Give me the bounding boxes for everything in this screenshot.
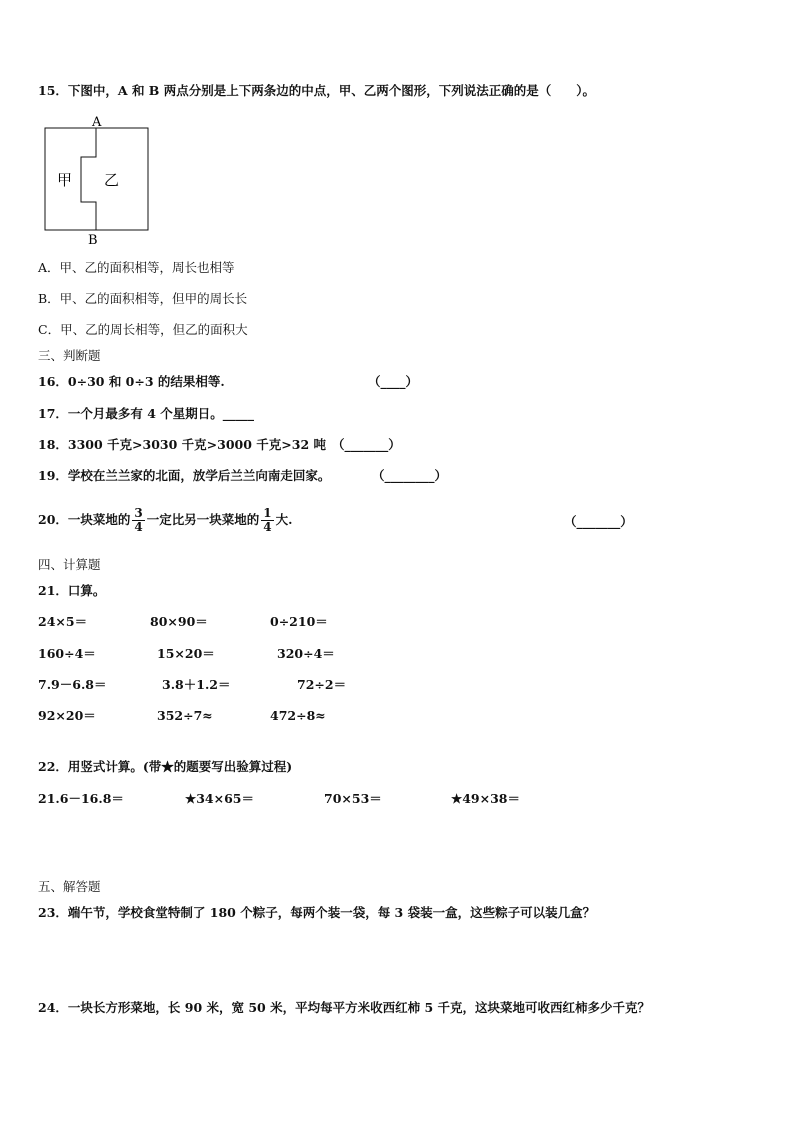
oral-calc-r1c2: 80×90＝ <box>150 614 208 629</box>
section-5-heading: 五、解答题 <box>38 879 101 894</box>
q20-prefix: 20．一块菜地的 <box>38 512 131 527</box>
vertical-calc-4: ★49×38＝ <box>451 791 520 806</box>
question-19-text: 19．学校在兰兰家的北面，放学后兰兰向南走回家。 <box>38 468 331 483</box>
q20-middle: 一定比另一块菜地的 <box>146 512 260 527</box>
oral-calc-r3c3: 72÷2＝ <box>297 677 347 692</box>
oral-calc-r3c2: 3.8＋1.2＝ <box>162 677 231 692</box>
question-22-title: 22．用竖式计算。(带★的题要写出验算过程) <box>38 759 293 774</box>
q15-option-b: B．甲、乙的面积相等，但甲的周长长 <box>38 291 248 306</box>
q15-figure <box>40 112 160 248</box>
q15-option-c: C．甲、乙的周长相等，但乙的面积大 <box>38 322 248 337</box>
question-20-text <box>38 504 293 536</box>
oral-calc-r2c2: 15×20＝ <box>157 646 215 661</box>
question-18-text: 18．3300 千克>3030 千克>3000 千克>32 吨 <box>38 437 326 452</box>
oral-calc-r2c3: 320÷4＝ <box>277 646 335 661</box>
fraction-three-quarters <box>132 507 144 534</box>
fraction-1-denominator: 4 <box>134 520 143 534</box>
figure-label-jia: 甲 <box>57 171 73 189</box>
oral-calc-r1c1: 24×5＝ <box>38 614 88 629</box>
figure-label-b: B <box>88 233 98 248</box>
q20-suffix: 大. <box>275 512 293 527</box>
section-3-heading: 三、判断题 <box>38 348 101 363</box>
question-21-title: 21．口算。 <box>38 583 106 598</box>
q15-option-a: A．甲、乙的面积相等，周长也相等 <box>38 260 235 275</box>
question-16-text: 16．0÷30 和 0÷3 的结果相等. <box>38 374 225 389</box>
oral-calc-r3c1: 7.9－6.8＝ <box>38 677 107 692</box>
question-18-answer-blank[interactable]: （_______） <box>332 437 401 452</box>
oral-calc-r1c3: 0÷210＝ <box>270 614 328 629</box>
vertical-calc-1: 21.6－16.8＝ <box>38 791 124 806</box>
oral-calc-r4c3: 472÷8≈ <box>270 708 326 723</box>
fraction-1-numerator: 3 <box>134 506 143 520</box>
question-15-text: 15．下图中，A 和 B 两点分别是上下两条边的中点，甲、乙两个图形，下列说法正确的是（ ）。 <box>38 83 595 98</box>
fraction-2-denominator: 4 <box>263 520 272 534</box>
vertical-calc-3: 70×53＝ <box>324 791 382 806</box>
question-23-text: 23．端午节，学校食堂特制了 180 个粽子，每两个装一袋，每 3 袋装一盒，这些粽子可以装几盒？ <box>38 905 596 920</box>
question-16-answer-blank[interactable]: （____） <box>368 374 419 389</box>
vertical-calc-2: ★34×65＝ <box>185 791 254 806</box>
fraction-one-quarter <box>261 507 273 534</box>
oral-calc-r4c2: 352÷7≈ <box>157 708 213 723</box>
figure-dividing-line <box>81 128 96 230</box>
figure-label-yi: 乙 <box>104 171 120 189</box>
fraction-2-numerator: 1 <box>263 506 272 520</box>
question-24-text: 24．一块长方形菜地，长 90 米，宽 50 米，平均每平方米收西红柿 5 千克，这块菜地可收西红柿多少千克？ <box>38 1000 650 1015</box>
oral-calc-r4c1: 92×20＝ <box>38 708 96 723</box>
question-17-text: 17．一个月最多有 4 个星期日。_____ <box>38 406 255 421</box>
question-19-answer-blank[interactable]: （________） <box>372 468 448 483</box>
question-20-answer-blank[interactable]: （_______） <box>564 514 633 529</box>
section-4-heading: 四、计算题 <box>38 557 101 572</box>
oral-calc-r2c1: 160÷4＝ <box>38 646 96 661</box>
figure-label-a: A <box>92 115 102 130</box>
